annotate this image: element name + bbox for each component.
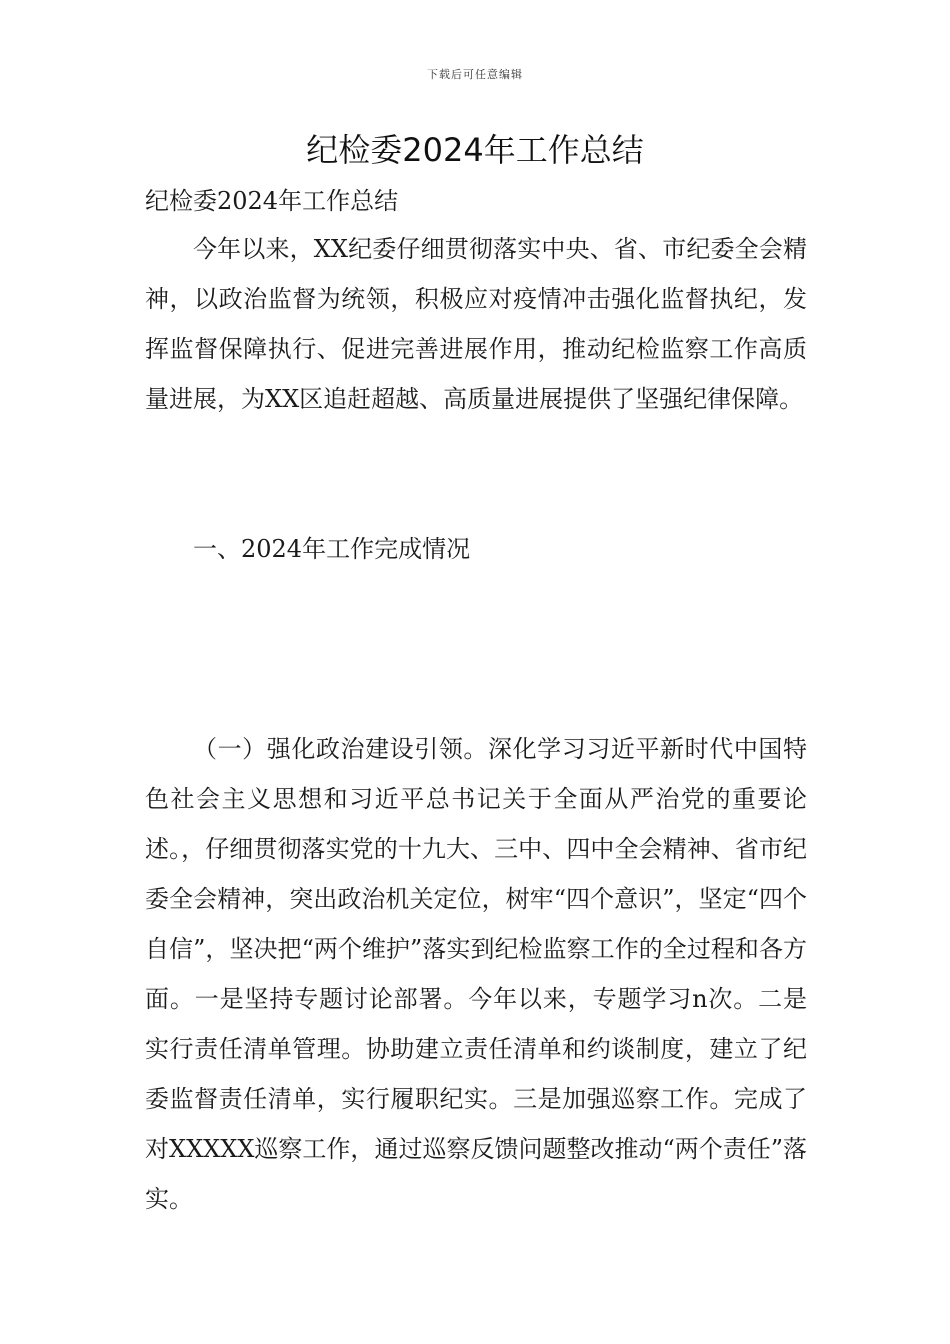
header-note: 下载后可任意编辑 <box>427 68 523 81</box>
document-title: 纪检委2024年工作总结 <box>306 131 644 169</box>
section-heading: 一、2024年工作完成情况 <box>193 535 471 563</box>
document-subtitle: 纪检委2024年工作总结 <box>145 187 399 215</box>
intro-paragraph: 今年以来，XX纪委仔细贯彻落实中央、省、市纪委全会精神，以政治监督为统领，积极应对疫情冲击强化监督执纪，发挥监督保障执行、促进完善进展作用，推动纪检监察工作高质量进展，为XX区追赶超越、高质量进展提供了坚强纪律保障。 <box>145 235 807 413</box>
section-paragraph: （一）强化政治建设引领。深化学习习近平新时代中国特色社会主义思想和习近平总书记关于全面从严治党的重要论述。，仔细贯彻落实党的十九大、三中、四中全会精神、省市纪委全会精神，突出政治机关定位，树牢“四个意识”，坚定“四个自信”，坚决把“两个维护”落实到纪检监察工作的全过程和各方面。一是坚持专题讨论部署。今年以来，专题学习n次。二是实行责任清单管理。协助建立责任清单和约谈制度，建立了纪委监督责任清单，实行履职纪实。三是加强巡察工作。完成了对XXXXX巡察工作，通过巡察反馈问题整改推动“两个责任”落实。 <box>145 735 807 1213</box>
